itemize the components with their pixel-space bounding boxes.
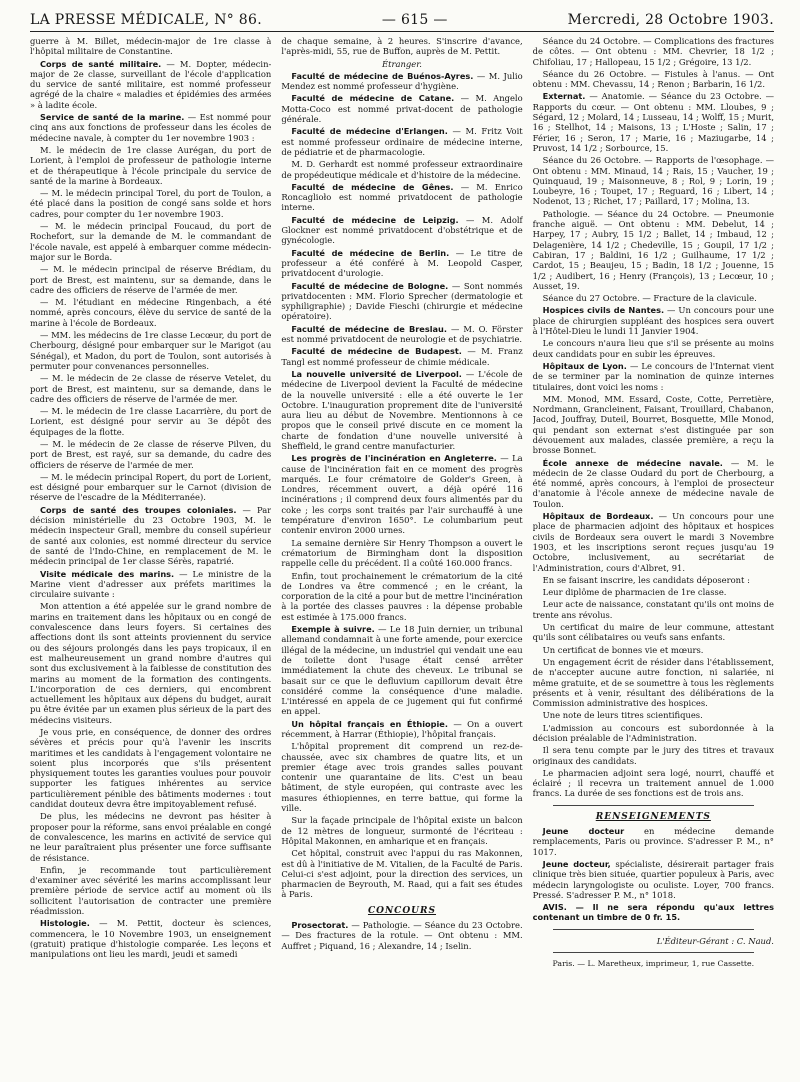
item-text: — M. Angelo Motta-Coco est nommé privat-docent de pathologie générale.	[281, 93, 523, 125]
news-item	[30, 569, 271, 600]
news-item	[281, 281, 522, 322]
paragraph: Pathologie. — Séance du 24 Octobre. — Pneumonie franche aiguë. — Ont obtenu : MM. Debelut, 14 ; Harpey, 17 ; Aubry, 15 1/2 ; Ballet, 14 ; Imbaud, 12 ; Delagenière, 14 1/2 ; Chedeville, 15 ; Goupil, 17 1/2 ; Cabiran, 17 ; Baldini, 16 1/2 ; Guilhaume, 17 1/2 ; Cardot, 15 ; Beaujeu, 15 ; Badin, 18 1/2 ; Jouenne, 15 1/2 ; Audibert, 16 ; Henry (François), 13 ; Lecœur, 10 ; Ausset, 19.	[532, 208, 774, 291]
paragraph: — M. le médecin de 2e classe de réserve Pilven, du port de Brest, est rayé, sur sa demande, du cadre des officiers de réserve de l'armée de mer.	[30, 438, 272, 470]
item-heading: Corps de santé militaire.	[40, 58, 162, 69]
paragraph: Il sera tenu compte par le jury des titres et travaux originaux des candidats.	[532, 745, 774, 766]
paragraph: En se faisant inscrire, les candidats déposeront :	[542, 574, 750, 585]
item-heading: Histologie.	[40, 918, 90, 929]
item-heading: Prosectorat.	[291, 920, 349, 931]
news-item	[281, 624, 522, 717]
item-text: — L'école de médecine de Liverpool devient la Faculté de médecine de la nouvelle université : elle a été ouverte le 1er Octobre. L'inauguration proprement dite de l'université aura lieu au début de Novembre. Mentionnons à ce propos que le conseil privé discute en ce moment la charte de fondation d'une nouvelle université à Sheffield, le grand centre manufacturier.	[281, 368, 523, 451]
divider	[553, 929, 754, 930]
item-text: — M. Pettit, docteur ès sciences, commencera, le 10 Novembre 1903, un enseignement (gratuit) pratique d'histologie comparée. Les leçons et manipulations ont lieu les mardi, jeudi et samedi	[30, 918, 272, 960]
paragraph: Je vous prie, en conséquence, de donner des ordres sévères et précis pour qu'à l'avenir les inscrits maritimes et les candidats à l'engagement volontaire ne soient plus incorporés que s'ils présentent physiquement toutes les garanties voulues pour pouvoir supporter les fatigues inhérentes au service particulièrement pénible des bâtiments modernes : tout candidat douteux devra être impitoyablement refusé.	[30, 727, 272, 810]
item-heading: Hôpitaux de Lyon.	[542, 360, 627, 371]
paragraph: Cet hôpital, construit avec l'appui du ras Makonnen, est dû à l'initiative de M. Vitalien, de la Faculté de Paris. Celui-ci s'est adjoint, pour la direction des services, un pharmacien de Beyrouth, M. Raad, qui a fait ses études à Paris.	[281, 848, 523, 900]
paragraph: L'admission au concours est subordonnée à la décision préalable de l'Administration.	[532, 722, 774, 743]
paragraph: Séance du 27 Octobre. — Fracture de la clavicule.	[542, 293, 757, 304]
paragraph: — M. le médecin de 1re classe Lacarrière, du port de Lorient, est désigné pour servir au 3e dépôt des équipages de la flotte.	[30, 406, 272, 437]
paragraph: Enfin, tout prochainement le crématorium de la cité de Londres va être commencé ; en le créant, la corporation de la cité a pour but de mettre l'incinération à la portée des classes pauvres : la dépense probable est estimée à 175.000 francs.	[281, 570, 523, 622]
item-text: — M. le médecin de 2e classe Oudard du port de Cherbourg, a été nommé, après concours, à l'emploi de prosecteur d'anatomie à l'école annexe de médecine navale de Toulon.	[532, 457, 774, 509]
item-text: — Le ministre de la Marine vient d'adresser aux préfets maritimes la circulaire suivante :	[30, 568, 272, 600]
section-heading-concours: CONCOURS	[367, 905, 437, 916]
paragraph: Sur la façade principale de l'hôpital existe un balcon de 12 mètres de longueur, surmonté de l'écriteau : Hôpital Makonnen, en amharique et en français.	[281, 815, 523, 846]
item-text: — M. Julio Mendez est nommé professeur d'hygiène.	[281, 70, 523, 92]
paragraph: Leur diplôme de pharmacien de 1re classe.	[542, 587, 727, 598]
paragraph: guerre à M. Billet, médecin-major de 1re classe à l'hôpital militaire de Constantine.	[30, 36, 272, 57]
news-item	[30, 505, 271, 567]
paragraph: — M. le médecin principal de réserve Brédiam, du port de Brest, est maintenu, sur sa demande, dans le cadre des officiers de réserve de l'armée de mer.	[30, 264, 272, 295]
paragraph: Enfin, je recommande tout particulièrement d'examiner avec sévérité les marins accomplissant leur première période de service actif au moment où ils sollicitent l'autorisation de contracter une première réadmission.	[30, 864, 272, 917]
section-heading-renseignements: RENSEIGNEMENTS	[595, 811, 711, 822]
item-text: — On a ouvert récemment, à Harrar (Éthiopie), l'hôpital français.	[281, 718, 523, 739]
news-item	[281, 324, 522, 345]
section-heading-etranger: Étranger.	[382, 58, 422, 69]
paragraph: MM. Monod, MM. Essard, Coste, Cotte, Perretière, Nordmann, Grancleinent, Faisant, Trouillard, Chabanon, Jacod, Jouffray, Duteil, Bourret, Bosquette, Mlle Monod, qui pendant son externat s'est distinguée par son dévouement aux malades, classée première, a reçu la brosse Bonnet.	[532, 393, 774, 456]
item-text: — Par décision ministérielle du 23 Octobre 1903, M. le médecin inspecteur Grall, membre du conseil supérieur de santé aux colonies, est nommé directeur du service de santé de l'Indo-Chine, en remplacement de M. le médecin principal de 1er classe Sérès, rapatrié.	[30, 504, 272, 567]
paragraph: M. D. Gerhardt est nommé professeur extraordinaire de propédeutique médicale et d'histoire de la médecine.	[281, 159, 523, 180]
page-header	[30, 12, 774, 32]
paragraph: De plus, les médecins ne devront pas hésiter à proposer pour la réforme, sans envoi préalable en congé de convalescence, les marins en activité de service qui ne leur paraîtraient plus présenter une force suffisante de résistance.	[30, 811, 272, 863]
paragraph: Mon attention a été appelée sur le grand nombre de marins en traitement dans les hôpitaux ou en congé de convalescence dans leurs foyers. Si certaines des affections dont ils sont atteints proviennent du service ou des séjours prolongés dans les pays tropicaux, il en est malheureusement un grand nombre d'autres qui sont dus exclusivement à la faiblesse de constitution des marins au moment de la formation des contingents. L'incorporation de ces derniers, qui encombrent actuellement les hôpitaux aux dépens du budget, aurait pu être évitée par un examen plus sérieux de la part des médecins visiteurs.	[30, 601, 272, 725]
news-item	[281, 920, 522, 951]
news-item	[281, 369, 522, 451]
paragraph: Un certificat de bonnes vie et mœurs.	[542, 644, 704, 655]
paragraph: Séance du 24 Octobre. — Complications des fractures de côtes. — Ont obtenu : MM. Chevrier, 18 1/2 ; Chifoliau, 17 ; Hallopeau, 15 1/2 ; Grégoire, 13 1/2.	[532, 36, 774, 67]
item-heading: Faculté de médecine de Gênes.	[291, 181, 454, 192]
news-item	[533, 361, 774, 392]
news-item	[281, 215, 522, 246]
paragraph: de chaque semaine, à 2 heures. S'inscrire d'avance, l'après-midi, 55, rue de Buffon, auprès de M. Pettit.	[281, 36, 523, 57]
item-text: — M. Franz Tangl est nommé professeur de chimie médicale.	[281, 346, 523, 367]
item-text: — M. Dopter, médecin-major de 2e classe, surveillant de l'école d'application du service de santé militaire, est nommé professeur agrégé de la chaire « maladies et épidémies des armées » à ladite école.	[30, 58, 272, 110]
item-text: — Pathologie. — Séance du 23 Octobre. — Des fractures de la rotule. — Ont obtenu : MM. Auffret ; Piquand, 16 ; Alexandre, 14 ; Iselin.	[281, 920, 523, 951]
divider	[553, 805, 754, 806]
news-item	[281, 346, 522, 367]
paragraph: Le pharmacien adjoint sera logé, nourri, chauffé et éclairé ; il recevra un traitement annuel de 1.000 francs. La durée de ses fonctions est de trois ans.	[532, 767, 774, 799]
paragraph: La semaine dernière Sir Henry Thompson a ouvert le crématorium de Birmingham dont la disposition rappelle celle du précédent. Il a coûté 160.000 francs.	[281, 537, 523, 569]
news-item	[281, 248, 522, 279]
item-heading: Hospices civils de Nantes.	[542, 305, 665, 316]
paragraph: Leur acte de naissance, constatant qu'ils ont moins de trente ans révolus.	[532, 599, 774, 620]
item-text: — M. O. Förster est nommé privatdocent de neurologie et de psychiatrie.	[281, 323, 523, 345]
item-heading: Exemple à suivre.	[291, 624, 375, 635]
item-heading: Faculté de médecine de Buénos-Ayres.	[291, 70, 474, 81]
avis-notice: AVIS. — Il ne sera répondu qu'aux lettres contenant un timbre de 0 fr. 15.	[532, 902, 774, 923]
paragraph: Un engagement écrit de résider dans l'établissement, de n'accepter aucune autre fonction, ni salariée, ni même gratuite, et de se soumettre à tous les règlements présents et à venir, résultant des délibérations de la Commission administrative des hospices.	[532, 656, 774, 709]
classified-ad	[533, 826, 774, 857]
news-item	[281, 182, 522, 213]
paragraph: Une note de leurs titres scientifiques.	[542, 710, 703, 721]
paragraph: Un certificat du maire de leur commune, attestant qu'ils sont célibataires ou veufs sans enfants.	[532, 622, 774, 643]
paragraph: Séance du 26 Octobre. — Rapports de l'œsophage. — Ont obtenu : MM. Minaud, 14 ; Rais, 15 ; Vaucher, 19 ; Quinquaud, 19 ; Maisonneuve, 8 ; Rol, 9 ; Lorin, 19 ; Loubeyre, 16 ; Toupet, 17 ; Reguard, 16 ; Libert, 14 ; Nodenot, 13 ; Richet, 17 ; Paillard, 17 ; Molina, 13.	[532, 155, 774, 207]
item-heading: Visite médicale des marins.	[40, 568, 175, 579]
paragraph: Séance du 26 Octobre. — Fistules à l'anus. — Ont obtenu : MM. Chevassu, 14 ; Renon ; Barbarin, 16 1/2.	[532, 68, 774, 90]
item-heading: Un hôpital français en Éthiopie.	[291, 718, 448, 729]
column-2	[281, 36, 522, 1076]
news-item	[281, 126, 522, 157]
item-heading: Service de santé de la marine.	[40, 112, 185, 123]
paragraph: Le concours n'aura lieu que s'il se présente au moins deux candidats pour en subir les épreuves.	[532, 338, 774, 359]
paragraph: — M. l'étudiant en médecine Ringenbach, a été nommé, après concours, élève du service de santé de la marine à l'école de Bordeaux.	[30, 297, 272, 328]
columns	[30, 36, 774, 1076]
item-text: en médecine demande remplacements, Paris ou province. S'adresser P. M., n° 1017.	[532, 826, 774, 857]
column-1	[30, 36, 271, 1076]
publisher-signature: L'Éditeur-Gérant : C. Naud.	[656, 935, 774, 946]
item-text: — Le 18 Juin dernier, un tribunal allemand condamnait à une forte amende, pour exercice illégal de la médecine, un industriel qui vendait une eau de toilette dont l'usage était censé arrêter immédiatement la chute des cheveux. Le tribunal se basait sur ce que le defluvium capillorum devait être considéré comme la conséquence d'une maladie. L'intéressé en appela de ce jugement qui fut confirmé en appel.	[281, 624, 523, 717]
news-item	[281, 71, 522, 92]
paragraph: — M. le médecin principal Torel, du port de Toulon, a été placé dans la position de congé sans solde et hors cadres, pour compter du 1er novembre 1903.	[30, 188, 272, 219]
news-item	[281, 93, 522, 124]
item-text: — M. Fritz Voit est nommé professeur ordinaire de médecine interne, de pédiatrie et de pharmacologie.	[281, 126, 523, 157]
paragraph: L'hôpital proprement dit comprend un rez-de-chaussée, avec six chambres de quatre lits, et un premier étage avec trois grandes salles pouvant contenir une quarantaine de lits. C'est un beau bâtiment, de style européen, qui contraste avec les masures éthiopiennes, en terre battue, qui forme la ville.	[281, 741, 523, 814]
item-text: — Sont nommés privatdocenten : MM. Florio Sprecher (dermatologie et syphiligraphie) ; Davide Fieschi (chirurgie et médecine opératoire).	[281, 280, 523, 322]
item-text: — M. Enrico Roncaglioło est nommé privatdocent de pathologie interne.	[281, 181, 523, 213]
paragraph: M. le médecin de 1re classe Aurégan, du port de Lorient, à l'emploi de professeur de pathologie interne et de thérapeutique à l'école principale du service de santé de la marine à Bordeaux.	[30, 144, 272, 186]
page-number: — 615 —	[381, 12, 448, 28]
news-item	[30, 112, 271, 143]
news-item	[30, 59, 271, 110]
column-3	[533, 36, 774, 1076]
item-heading: Jeune docteur,	[542, 858, 611, 869]
item-heading: Faculté de médecine de Budapest.	[291, 346, 462, 357]
news-item	[533, 91, 774, 153]
printer-imprint: Paris. — L. Maretheux, imprimeur, 1, rue Cassette.	[552, 959, 755, 969]
item-heading: Faculté de médecine de Bologne.	[291, 280, 449, 291]
news-item	[30, 918, 271, 959]
item-heading: Jeune docteur	[542, 826, 625, 837]
item-text: — Un concours pour une place de chirurgien suppléant des hospices sera ouvert à l'Hôtel-Dieu le lundi 11 Janvier 1904.	[532, 305, 774, 337]
news-item	[533, 305, 774, 336]
item-heading: École annexe de médecine navale.	[542, 457, 723, 468]
item-heading: Faculté de médecine de Leipzig.	[291, 214, 459, 225]
item-heading: Faculté de médecine d'Erlangen.	[291, 126, 448, 137]
news-item	[281, 453, 522, 535]
news-item	[533, 458, 774, 509]
item-heading: Externat.	[542, 91, 586, 102]
item-text: — La cause de l'incinération fait en ce moment des progrès marqués. Le four crématoire de Golder's Green, à Londres, récemment ouvert, a déjà opéré 116 incinérations ; il comprend deux fours alimentés par du coke ; les corps sont traités par l'air surchauffé à une température d'environ 1650°. Le columbarium peut contenir environ 2000 urnes.	[281, 453, 523, 536]
news-item	[533, 511, 774, 573]
item-heading: Faculté de médecine de Berlin.	[291, 247, 450, 258]
paragraph: — M. le médecin de 2e classe de réserve Vetelet, du port de Brest, est maintenu, sur sa demande, dans le cadre des officiers de réserve de l'armée de mer.	[30, 373, 272, 404]
item-text: — Anatomie. — Séance du 23 Octobre. — Rapports du cœur. — Ont obtenu : MM. Lloubes, 9 ; Ségard, 12 ; Molard, 14 ; Lusseau, 14 ; Wolff, 15 ; Murit, 16 ; Stellhot, 14 ; Maisons, 13 ; L'Hoste ; Salin, 17 ; Férier, 16 ; Seron, 17 ; Marie, 16 ; Maziugarbe, 14 ; Pruvost, 14 1/2 ; Sorbource, 15.	[532, 91, 774, 153]
classified-ad	[533, 859, 774, 900]
paragraph: — M. le médecin principal Ropert, du port de Lorient, est désigné pour embarquer sur le Carnot (division de réserve de l'escadre de la Méditerranée).	[30, 471, 272, 503]
item-text: — Le concours de l'Internat vient de se terminer par la nomination de quinze internes titulaires, dont voici les noms :	[532, 360, 774, 392]
item-text: — Est nommé pour cinq ans aux fonctions de professeur dans les écoles de médecine navale, à compter du 1er novembre 1903 :	[30, 112, 272, 143]
item-heading: Corps de santé des troupes coloniales.	[40, 504, 237, 515]
item-text: — M. Adolf Glockner est nommé privatdocent d'obstétrique et de gynécologie.	[281, 214, 523, 246]
item-heading: La nouvelle université de Liverpool.	[291, 368, 462, 379]
item-heading: Les progrès de l'incinération en Angleterre.	[291, 453, 497, 464]
news-item	[281, 719, 522, 740]
item-heading: Hôpitaux de Bordeaux.	[542, 511, 654, 522]
issue-date: Mercredi, 28 Octobre 1903.	[567, 12, 774, 28]
paragraph: — M. le médecin principal Foucaud, du port de Rochefort, sur la demande de M. le commandant de l'école navale, est appelé à embarquer comme médecin-major sur le Borda.	[30, 221, 272, 262]
item-text: — Le titre de professeur a été conféré à M. Leopold Casper, privatdocent d'urologie.	[281, 247, 523, 279]
item-heading: Faculté de médecine de Catane.	[291, 93, 455, 104]
divider	[553, 952, 754, 953]
item-text: — Un concours pour une place de pharmacien adjoint des hôpitaux et hospices civils de Bordeaux sera ouvert le mardi 3 Novembre 1903, et les inscriptions seront reçues jusqu'au 19 Octobre, inclusivement, au secrétariat de l'Administration, cours d'Albret, 91.	[532, 511, 774, 573]
paragraph: — MM. les médecins de 1re classe Lecœur, du port de Cherbourg, désigné pour embarquer sur le Marigot (au Sénégal), et Madon, du port de Toulon, sont autorisés à permuter pour convenances personnelles.	[30, 330, 272, 371]
journal-title: LA PRESSE MÉDICALE, N° 86.	[30, 12, 262, 28]
item-text: spécialiste, désirerait partager frais clinique très bien située, quartier populeux à Paris, avec médecin laryngologiste ou oculiste. Loyer, 700 francs. Pressé. S'adresser P. M., n° 1018.	[532, 858, 774, 900]
item-heading: Faculté de médecine de Breslau.	[291, 323, 447, 334]
